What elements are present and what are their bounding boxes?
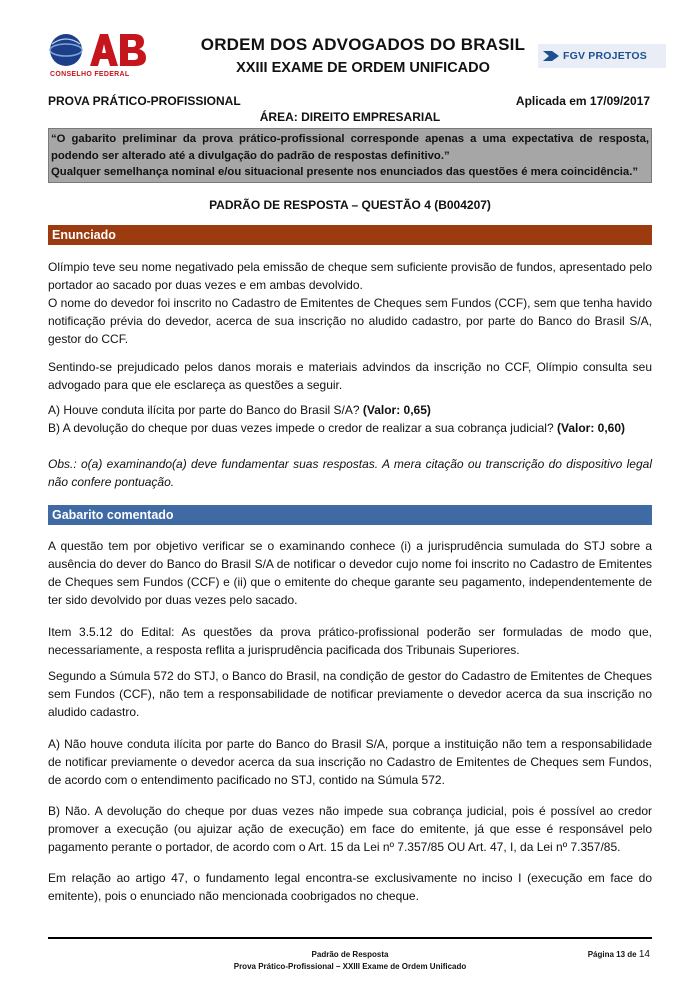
disclaimer-line-2: Qualquer semelhança nominal e/ou situacional presente nos enunciados das questões é mera coincidência.” bbox=[51, 166, 638, 178]
exam-area: ÁREA: DIREITO EMPRESARIAL bbox=[259, 110, 441, 124]
question-a-text: A) Houve conduta ilícita por parte do Banco do Brasil S/A? bbox=[48, 403, 360, 417]
page-number-label: Página 13 de bbox=[587, 950, 637, 959]
disclaimer-line-1: “O gabarito preliminar da prova prático-profissional corresponde apenas a uma expectativa de resposta, podendo ser alterado até a divulgação do padrão de respostas definitivo.” bbox=[51, 133, 649, 162]
footer-line-2: Prova Prático-Profissional – XXIII Exame de Ordem Unificado bbox=[233, 962, 467, 971]
header-title: ORDEM DOS ADVOGADOS DO BRASIL bbox=[200, 35, 526, 54]
oab-logo-icon bbox=[48, 30, 148, 72]
question-a bbox=[48, 401, 652, 419]
gabarito-heading: Gabarito comentado bbox=[48, 505, 652, 525]
fgv-arrow-icon bbox=[543, 50, 559, 62]
exam-date: Aplicada em 17/09/2017 bbox=[515, 94, 650, 108]
gabarito-answer-a: A) Não houve conduta ilícita por parte do Banco do Brasil S/A, porque a instituição não tem a responsabilidade de notificar previamente o devedor acerca da sua inscrição no Cadastro de Emitentes de Cheques sem Fundos, de acordo com o entendimento pacificado no STJ, contido na Súmula 572. bbox=[48, 737, 652, 787]
question-b-text: B) A devolução do cheque por duas vezes impede o credor de realizar a sua cobrança judicial? bbox=[48, 421, 554, 435]
enunciado-observation: Obs.: o(a) examinando(a) deve fundamentar suas respostas. A mera citação ou transcrição do dispositivo legal não confere pontuação. bbox=[48, 457, 652, 489]
oab-logo bbox=[48, 30, 148, 80]
disclaimer-box bbox=[48, 128, 652, 183]
gabarito-paragraph-3: Segundo a Súmula 572 do STJ, o Banco do Brasil, na condição de gestor do Cadastro de Emitentes de Cheques sem Fundos (CCF), não tem a responsabilidade de notificar previamente o devedor acerca da sua inscrição no aludido cadastro. bbox=[48, 669, 652, 719]
gabarito-paragraph-2: Item 3.5.12 do Edital: As questões da prova prático-profissional poderão ser formuladas de modo que, necessariamente, a resposta reflita a jurisprudência pacificada dos Tribunais Superiores. bbox=[48, 625, 652, 657]
gabarito-answer-b: B) Não. A devolução do cheque por duas vezes não impede sua cobrança judicial, pois é possível ao credor promover a execução (ou ajuizar ação de execução) em face do emitente, já que esse é responsável pelo pagamento perante o portador, de acordo com o Art. 15 da Lei nº 7.357/85 OU Art. 47, I, da Lei nº 7.357/85. bbox=[48, 804, 652, 854]
exam-name: PROVA PRÁTICO-PROFISSIONAL bbox=[48, 94, 241, 108]
page-total: 14 bbox=[638, 949, 650, 960]
fgv-logo-text: FGV PROJETOS bbox=[563, 50, 647, 62]
question-b bbox=[48, 419, 652, 437]
footer-line-1: Padrão de Resposta bbox=[311, 950, 389, 959]
page-header bbox=[48, 30, 652, 82]
header-subtitle: XXIII EXAME DE ORDEM UNIFICADO bbox=[236, 60, 490, 76]
question-a-value: (Valor: 0,65) bbox=[362, 403, 431, 417]
enunciado-paragraph-2: O nome do devedor foi inscrito no Cadastro de Emitentes de Cheques sem Fundos (CCF), sem que tenha havido notificação prévia do devedor, acerca de sua inscrição no aludido cadastro, por parte do Banco do Brasil S/A, gestor do CCF. bbox=[48, 296, 652, 346]
enunciado-paragraph-1: Olímpio teve seu nome negativado pela emissão de cheque sem suficiente provisão de fundos, apresentado pelo portador ao sacado por duas vezes e em ambas devolvido. bbox=[48, 260, 652, 292]
oab-logo-caption: CONSELHO FEDERAL bbox=[50, 71, 130, 78]
gabarito-paragraph-1: A questão tem por objetivo verificar se o examinando conhece (i) a jurisprudência sumulada do STJ sobre a ausência do dever do Banco do Brasil S/A de notificar o devedor cujo nome foi inscrito no Cadastro de Emitentes de Cheques sem Fundos (CCF) e (ii) que o emitente do cheque garante seu pagamento, independentemente de ter sido devolvido por duas vezes pelo sacado. bbox=[48, 539, 652, 607]
enunciado-paragraph-3: Sentindo-se prejudicado pelos danos morais e materiais advindos da inscrição no CCF, Olímpio consulta seu advogado para que ele esclareça as questões a seguir. bbox=[48, 360, 652, 392]
fgv-logo bbox=[538, 44, 666, 68]
gabarito-paragraph-6: Em relação ao artigo 47, o fundamento legal encontra-se exclusivamente no inciso I (execução em face do emitente), pois o enunciado não mencionada coobrigados no cheque. bbox=[48, 871, 652, 903]
footer-divider bbox=[48, 937, 652, 939]
enunciado-heading: Enunciado bbox=[48, 225, 652, 245]
question-b-value: (Valor: 0,60) bbox=[557, 421, 626, 435]
answer-pattern-title: PADRÃO DE RESPOSTA – QUESTÃO 4 (B004207) bbox=[209, 198, 491, 212]
page-number bbox=[588, 949, 650, 960]
